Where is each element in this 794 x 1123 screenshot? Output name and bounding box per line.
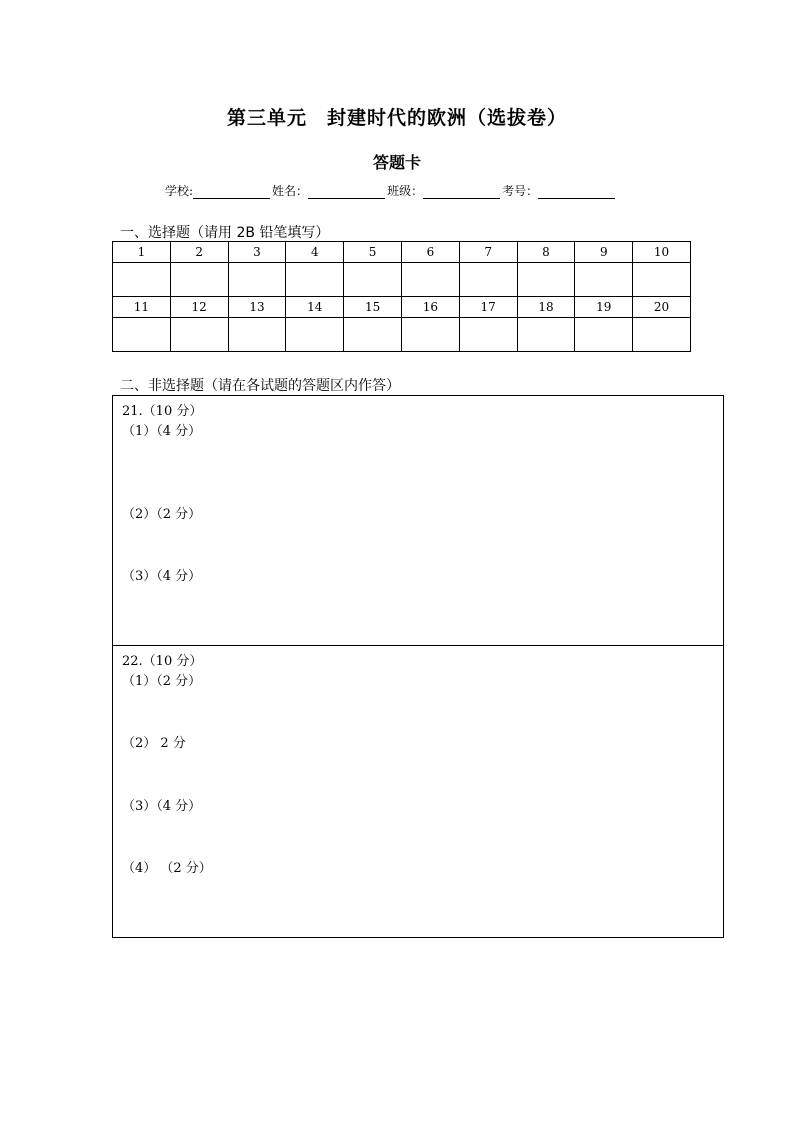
name-label: 姓名： [272,184,309,198]
answer-row [113,263,691,297]
question-number: 12 [170,297,228,318]
question-22-part-4: （4） （2 分） [122,861,212,876]
answer-sheet-subtitle: 答题卡 [372,153,421,172]
class-field[interactable] [423,184,500,199]
question-number: 2 [170,242,228,263]
exam-number-field[interactable] [538,184,615,199]
answer-cell[interactable] [517,263,575,297]
question-22-title: 22.（10 分） [122,654,203,669]
answer-cell[interactable] [633,263,691,297]
answer-cell[interactable] [575,263,633,297]
class-label: 班级： [387,184,424,198]
question-22-answer-area[interactable] [112,645,724,938]
school-field[interactable] [193,184,270,199]
question-number: 15 [344,297,402,318]
section1-heading: 一、选择题（请用 2B 铅笔填写） [120,225,330,241]
answer-cell[interactable] [344,318,402,352]
name-field[interactable] [308,184,385,199]
school-label: 学校: [165,184,194,198]
answer-cell[interactable] [286,263,344,297]
answer-cell[interactable] [344,263,402,297]
answer-cell[interactable] [517,318,575,352]
question-21-title: 21.（10 分） [122,404,203,419]
question-number: 18 [517,297,575,318]
question-number: 19 [575,297,633,318]
question-number: 7 [459,242,517,263]
answer-cell[interactable] [459,318,517,352]
question-number: 10 [633,242,691,263]
question-number: 14 [286,297,344,318]
question-number: 9 [575,242,633,263]
question-22-part-3: （3）（4 分） [122,799,202,814]
question-number: 5 [344,242,402,263]
answer-cell[interactable] [228,318,286,352]
answer-cell[interactable] [575,318,633,352]
answer-cell[interactable] [113,263,171,297]
answer-row [113,318,691,352]
question-number: 6 [401,242,459,263]
answer-cell[interactable] [170,263,228,297]
question-number-row [113,297,691,318]
student-info-row [165,182,617,199]
question-21-part-2: （2）（2 分） [122,507,202,522]
question-number: 4 [286,242,344,263]
question-21-part-3: （3）（4 分） [122,569,202,584]
question-22-part-1: （1）（2 分） [122,674,202,689]
question-21-part-1: （1）（4 分） [122,424,202,439]
question-number: 17 [459,297,517,318]
question-number: 20 [633,297,691,318]
question-number: 11 [113,297,171,318]
question-21-answer-area[interactable] [112,395,724,646]
answer-cell[interactable] [401,263,459,297]
answer-cell[interactable] [170,318,228,352]
question-number: 1 [113,242,171,263]
question-number: 3 [228,242,286,263]
answer-cell[interactable] [401,318,459,352]
page-title: 第三单元 封建时代的欧洲（选拔卷） [226,107,567,129]
answer-cell[interactable] [113,318,171,352]
question-number: 16 [401,297,459,318]
answer-cell[interactable] [286,318,344,352]
question-22-part-2: （2） 2 分 [122,736,186,751]
answer-cell[interactable] [228,263,286,297]
question-number: 8 [517,242,575,263]
multiple-choice-grid [112,241,691,352]
answer-cell[interactable] [459,263,517,297]
section2-heading: 二、非选择题（请在各试题的答题区内作答） [120,378,400,394]
exam-number-label: 考号： [502,184,539,198]
answer-cell[interactable] [633,318,691,352]
question-number-row [113,242,691,263]
question-number: 13 [228,297,286,318]
